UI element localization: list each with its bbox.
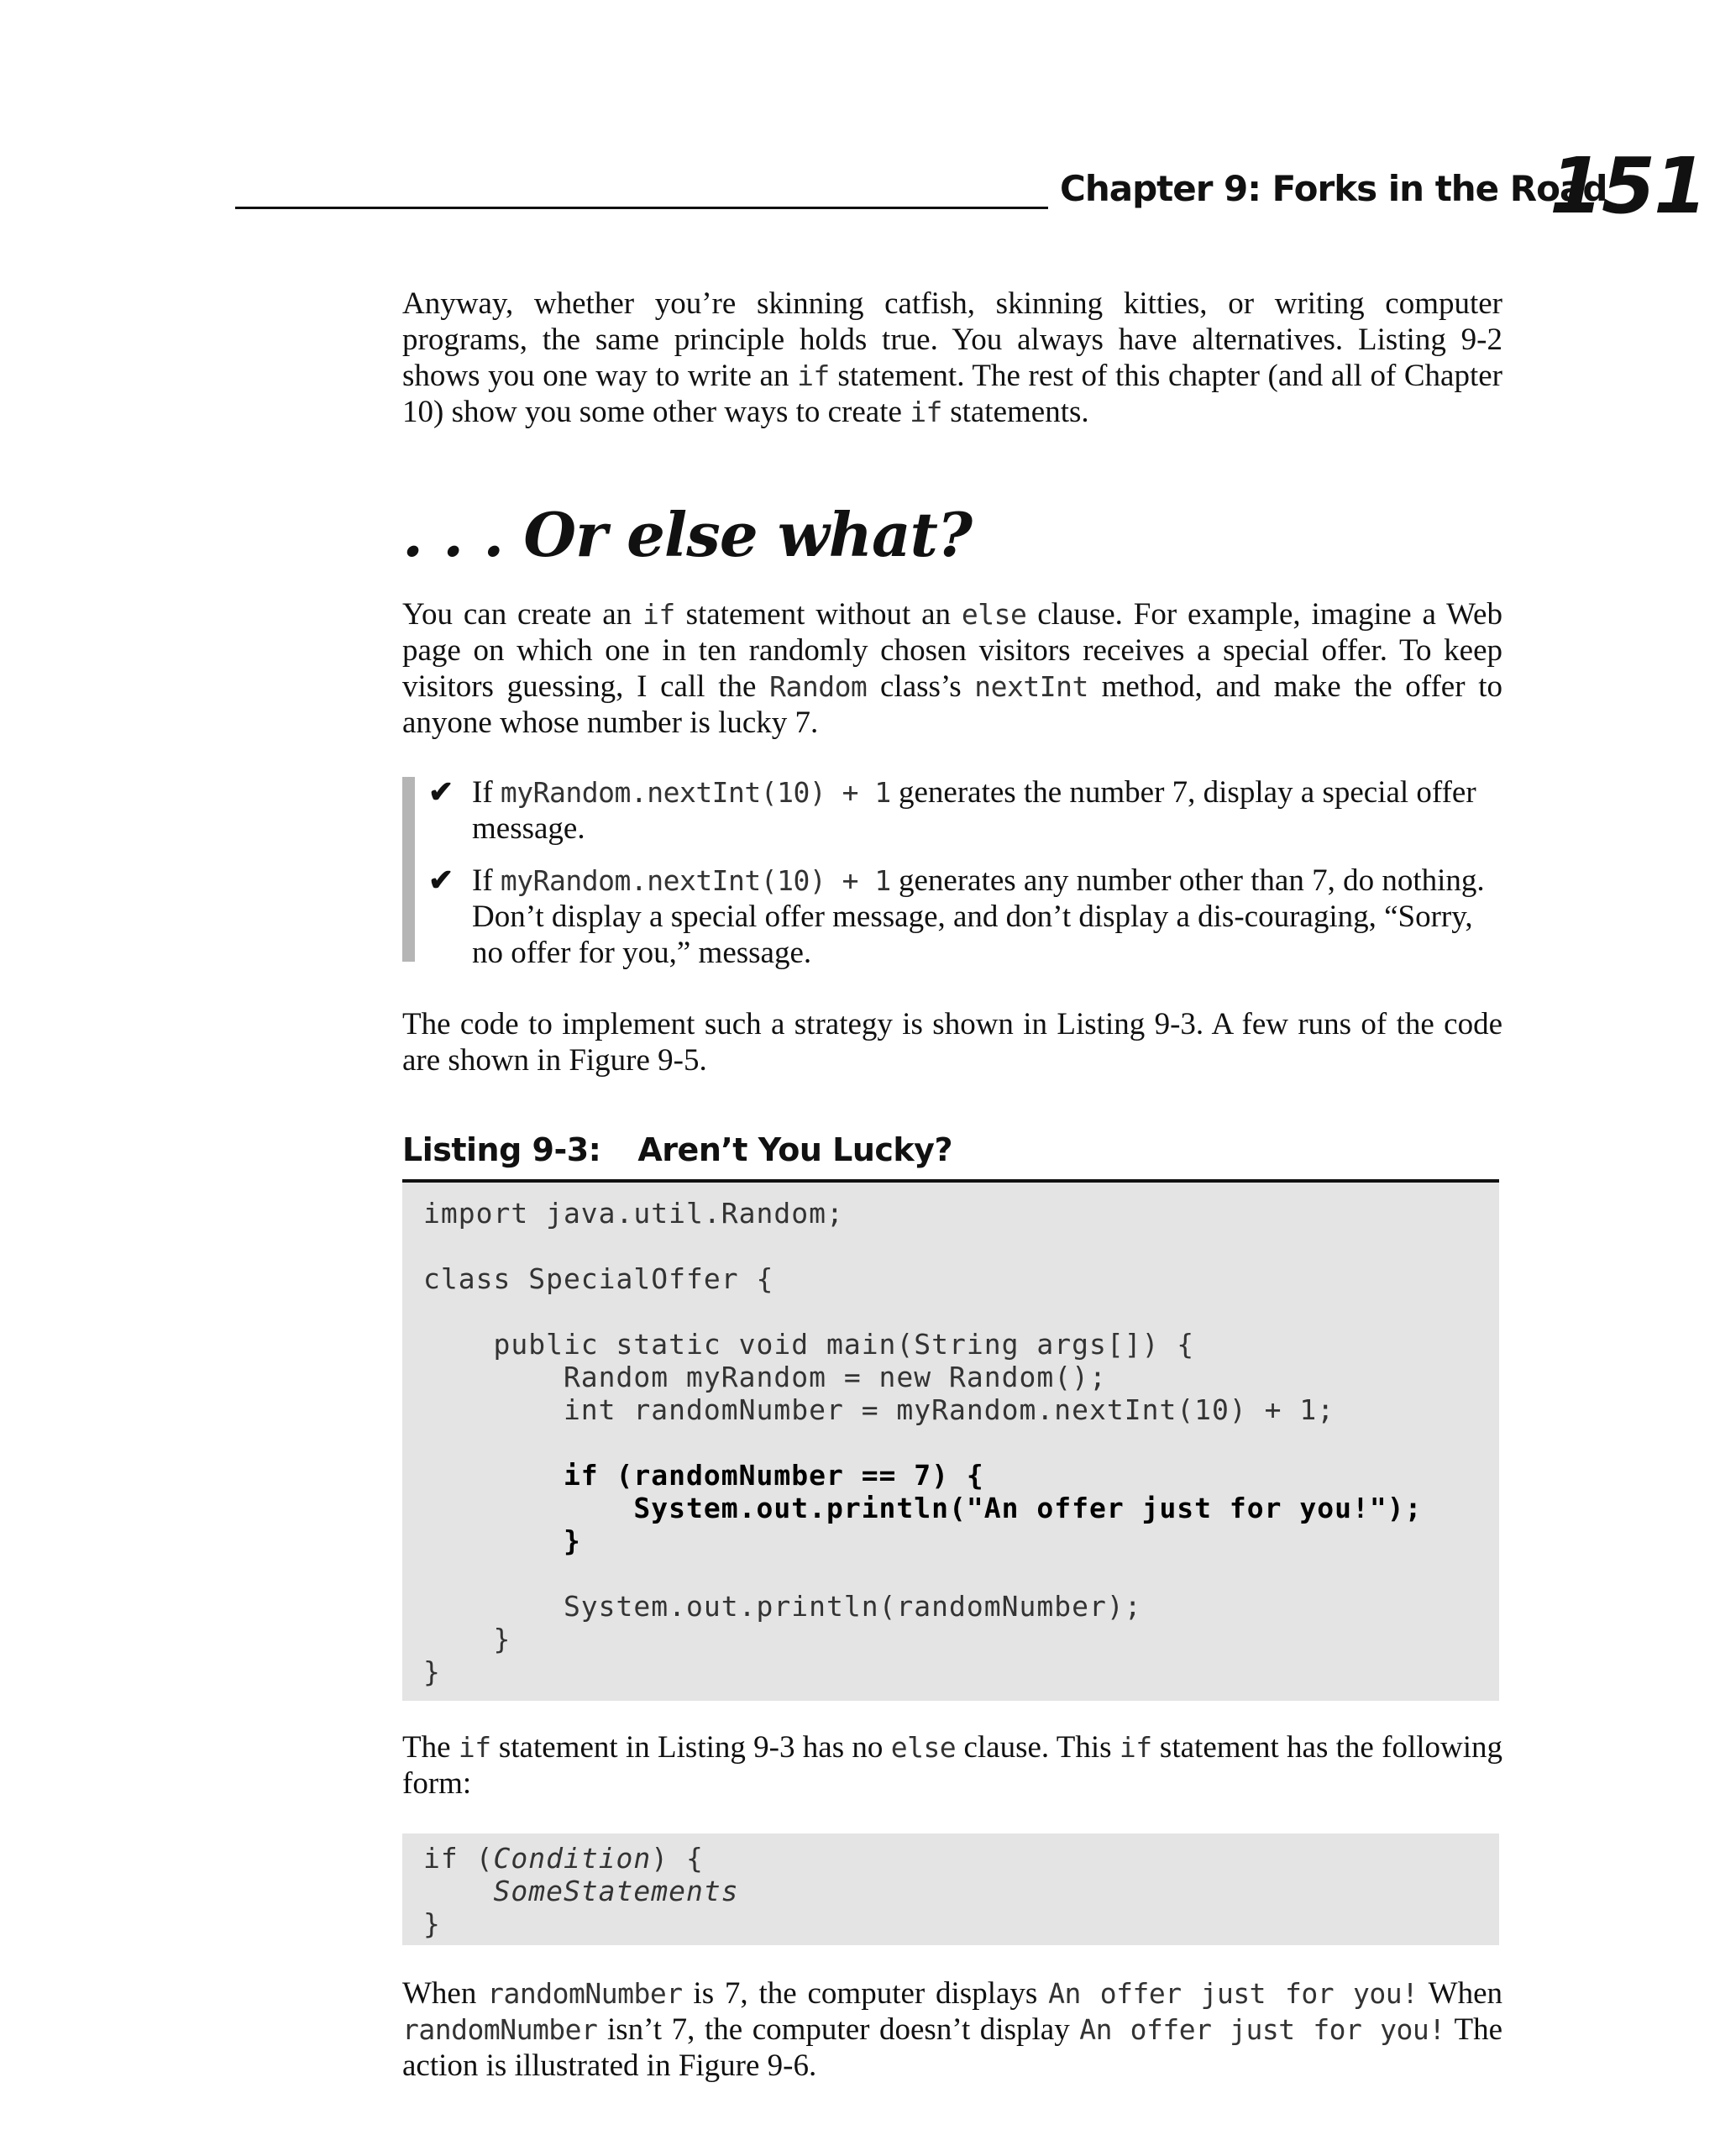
code-line: if (randomNumber == 7) { xyxy=(423,1459,984,1492)
code-line: System.out.println("An offer just for you!"); xyxy=(423,1492,1423,1524)
code-line xyxy=(423,1295,1499,1328)
body-paragraph: You can create an if statement without an else clause. For example, imagine a Web page on which one in ten randomly chosen visitors receives a special offer. To keep visitors guessing, I call the Random class’s nextInt method, and make the offer to anyone whose number is lucky 7. xyxy=(402,597,1502,740)
body-paragraph: When randomNumber is 7, the computer displays An offer just for you! When randomNumber isn’t 7, the computer doesn’t display An offer just for you! The action is illustrated in Figure 9-6. xyxy=(402,1976,1502,2083)
listing-label: Listing 9-3: xyxy=(402,1131,601,1168)
inline-code: if xyxy=(1119,1731,1152,1764)
inline-code: nextInt xyxy=(974,670,1088,703)
inline-code: if xyxy=(910,396,942,428)
code-line: if (Condition) { xyxy=(423,1842,704,1875)
inline-code: An offer just for you! xyxy=(1079,2013,1445,2046)
code-line xyxy=(423,1557,1499,1590)
inline-code: else xyxy=(961,598,1027,631)
check-icon: ✔ xyxy=(428,775,454,809)
inline-code: randomNumber xyxy=(402,2013,598,2046)
inline-code: if xyxy=(642,598,675,631)
code-line: } xyxy=(423,1907,441,1940)
inline-code: if xyxy=(797,359,830,392)
code-line: import java.util.Random; xyxy=(423,1197,844,1230)
code-line: } xyxy=(423,1655,441,1688)
body-paragraph: The code to implement such a strategy is shown in Listing 9-3. A few runs of the code are shown in Figure 9-5. xyxy=(402,1007,1502,1078)
condition-placeholder: Condition xyxy=(493,1842,652,1875)
header-rule xyxy=(235,207,1048,209)
sidebar-bar xyxy=(402,777,415,962)
code-line: class SpecialOffer { xyxy=(423,1262,774,1295)
list-item: ✔ If myRandom.nextInt(10) + 1 generates any number other than 7, do nothing. Don’t display a special offer message, and don’t display a dis-couraging, “Sorry, no offer for you,” message. xyxy=(428,863,1485,970)
listing-caption xyxy=(402,1131,952,1168)
code-listing xyxy=(402,1183,1499,1701)
code-line: SomeStatements xyxy=(423,1875,739,1907)
code-line: public static void main(String args[]) { xyxy=(423,1328,1195,1361)
chapter-title: Chapter 9: Forks in the Road xyxy=(1060,168,1607,209)
inline-code: myRandom.nextInt(10) + 1 xyxy=(500,776,891,809)
body-paragraph: The if statement in Listing 9-3 has no else clause. This if statement has the following form: xyxy=(402,1730,1503,1801)
code-line: } xyxy=(423,1623,511,1655)
section-heading: . . . Or else what? xyxy=(402,499,973,570)
list-item: ✔ If myRandom.nextInt(10) + 1 generates the number 7, display a special offer message. xyxy=(428,775,1476,846)
inline-code: An offer just for you! xyxy=(1048,1977,1418,2010)
inline-code: myRandom.nextInt(10) + 1 xyxy=(500,864,891,897)
code-line: int randomNumber = myRandom.nextInt(10) + 1; xyxy=(423,1393,1335,1426)
code-line: } xyxy=(423,1524,581,1557)
code-form xyxy=(402,1833,1499,1945)
check-icon: ✔ xyxy=(428,863,454,897)
code-line: System.out.println(randomNumber); xyxy=(423,1590,1142,1623)
inline-code: if xyxy=(458,1731,491,1764)
listing-title: Aren’t You Lucky? xyxy=(637,1131,952,1168)
inline-code: else xyxy=(890,1731,957,1764)
code-line: Random myRandom = new Random(); xyxy=(423,1361,1107,1393)
inline-code: randomNumber xyxy=(487,1977,683,2010)
intro-paragraph: Anyway, whether you’re skinning catfish, skinning kitties, or writing computer programs, the same principle holds true. You always have alternatives. Listing 9-2 shows you one way to write an if statement. The rest of this chapter (and all of Chapter 10) show you some other ways to create if statements. xyxy=(402,286,1503,429)
code-line xyxy=(423,1230,1499,1262)
inline-code: Random xyxy=(769,670,868,703)
page-number: 151 xyxy=(1550,141,1707,231)
code-line xyxy=(423,1426,1499,1459)
